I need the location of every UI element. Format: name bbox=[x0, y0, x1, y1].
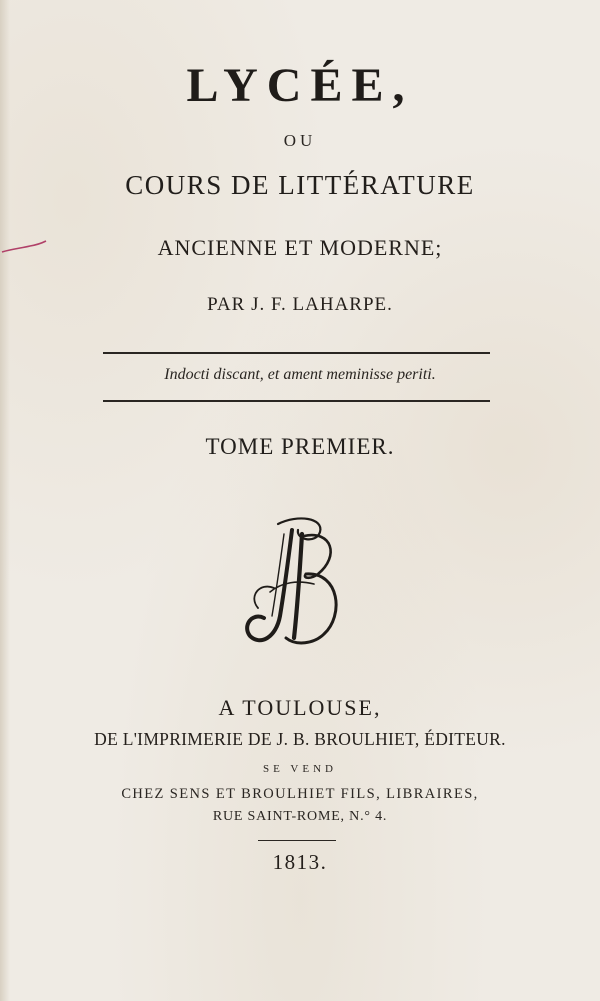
divider-top bbox=[103, 352, 490, 354]
imprint-sold: SE VEND bbox=[263, 763, 337, 775]
divider-year bbox=[258, 840, 336, 841]
divider-bottom bbox=[103, 400, 490, 402]
author-line: PAR J. F. LAHARPE. bbox=[207, 294, 393, 315]
book-title: LYCÉE, bbox=[186, 59, 414, 112]
volume-label: TOME PREMIER. bbox=[205, 434, 395, 459]
subtitle-line-2: ANCIENNE ET MODERNE; bbox=[157, 235, 443, 260]
imprint-city: A TOULOUSE, bbox=[218, 695, 382, 720]
subtitle-line-1: COURS DE LITTÉRATURE bbox=[125, 170, 475, 200]
publication-year: 1813. bbox=[272, 850, 328, 874]
imprint-sellers: CHEZ SENS ET BROULHIET FILS, LIBRAIRES, bbox=[121, 786, 479, 802]
jb-monogram-icon bbox=[240, 512, 346, 652]
subtitle-ou: OU bbox=[283, 131, 317, 150]
imprint-printer: DE L'IMPRIMERIE DE J. B. BROULHIET, ÉDITEUR. bbox=[94, 729, 506, 749]
imprint-address: RUE SAINT-ROME, N.° 4. bbox=[212, 809, 388, 824]
epigraph: Indocti discant, et ament meminisse periti. bbox=[164, 366, 436, 383]
